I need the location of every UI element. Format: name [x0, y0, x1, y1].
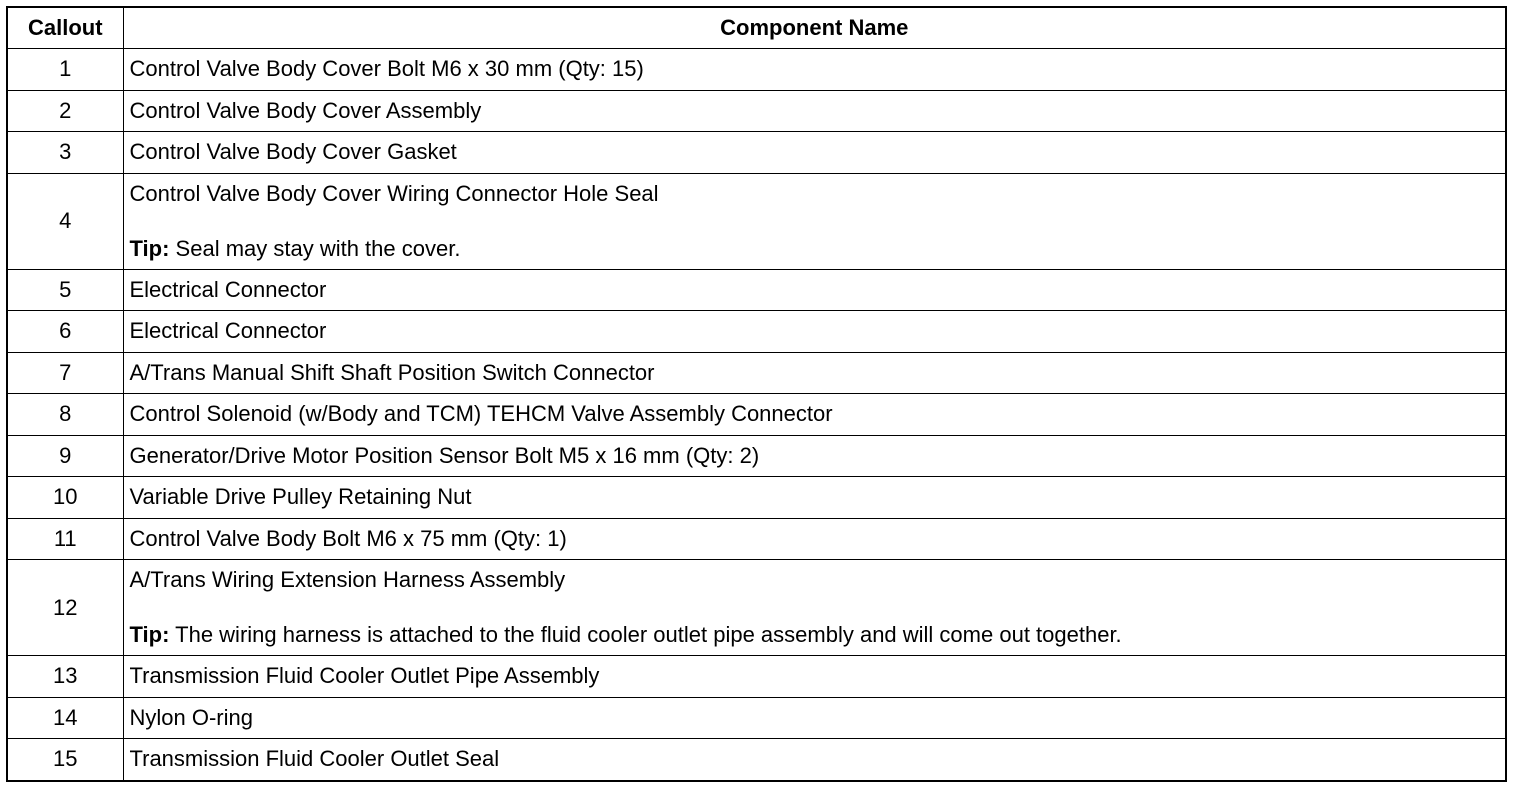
callout-number: 15	[7, 739, 123, 781]
callout-column-header: Callout	[7, 7, 123, 49]
component-name: Control Valve Body Cover Assembly	[123, 90, 1506, 132]
component-name: Nylon O-ring	[123, 697, 1506, 739]
callout-number: 1	[7, 49, 123, 91]
table-row	[7, 269, 1506, 311]
component-callout-table	[6, 6, 1507, 782]
component-name: Control Solenoid (w/Body and TCM) TEHCM Valve Assembly Connector	[123, 394, 1506, 436]
table-row	[7, 311, 1506, 353]
callout-number: 4	[7, 173, 123, 269]
tip-text: The wiring harness is attached to the fluid cooler outlet pipe assembly and will come out together.	[175, 622, 1122, 647]
table-row	[7, 49, 1506, 91]
table-row	[7, 394, 1506, 436]
component-name: Variable Drive Pulley Retaining Nut	[123, 477, 1506, 519]
callout-number: 5	[7, 269, 123, 311]
tip-note	[130, 622, 1506, 648]
callout-number: 3	[7, 132, 123, 174]
callout-number: 7	[7, 352, 123, 394]
callout-number: 6	[7, 311, 123, 353]
component-name-cell	[123, 173, 1506, 269]
table-row	[7, 435, 1506, 477]
callout-number: 13	[7, 656, 123, 698]
tip-label: Tip:	[129, 622, 170, 647]
component-name-cell	[123, 560, 1506, 656]
component-name: Control Valve Body Cover Gasket	[123, 132, 1506, 174]
table-row	[7, 90, 1506, 132]
callout-number: 12	[7, 560, 123, 656]
tip-text: Seal may stay with the cover.	[175, 235, 461, 261]
component-name: A/Trans Wiring Extension Harness Assembly	[129, 567, 566, 592]
component-name: Electrical Connector	[123, 269, 1506, 311]
callout-number: 8	[7, 394, 123, 436]
component-name: A/Trans Manual Shift Shaft Position Switch Connector	[123, 352, 1506, 394]
callout-number: 2	[7, 90, 123, 132]
table-row	[7, 560, 1506, 656]
table-row	[7, 697, 1506, 739]
table-row	[7, 352, 1506, 394]
table-row	[7, 518, 1506, 560]
component-name-column-header: Component Name	[123, 7, 1506, 49]
component-name: Electrical Connector	[123, 311, 1506, 353]
component-name: Control Valve Body Cover Wiring Connector Hole Seal	[129, 180, 659, 206]
table-row	[7, 132, 1506, 174]
table-row	[7, 656, 1506, 698]
component-name: Transmission Fluid Cooler Outlet Pipe Assembly	[123, 656, 1506, 698]
table-row	[7, 477, 1506, 519]
callout-number: 10	[7, 477, 123, 519]
tip-label: Tip:	[129, 235, 170, 261]
table-row	[7, 739, 1506, 781]
callout-number: 9	[7, 435, 123, 477]
component-name: Generator/Drive Motor Position Sensor Bolt M5 x 16 mm (Qty: 2)	[123, 435, 1506, 477]
callout-number: 11	[7, 518, 123, 560]
callout-number: 14	[7, 697, 123, 739]
component-name: Control Valve Body Bolt M6 x 75 mm (Qty: 1)	[123, 518, 1506, 560]
header-row	[7, 7, 1506, 49]
tip-note	[130, 236, 1506, 262]
table-row	[7, 173, 1506, 269]
component-name: Control Valve Body Cover Bolt M6 x 30 mm (Qty: 15)	[123, 49, 1506, 91]
component-name: Transmission Fluid Cooler Outlet Seal	[123, 739, 1506, 781]
